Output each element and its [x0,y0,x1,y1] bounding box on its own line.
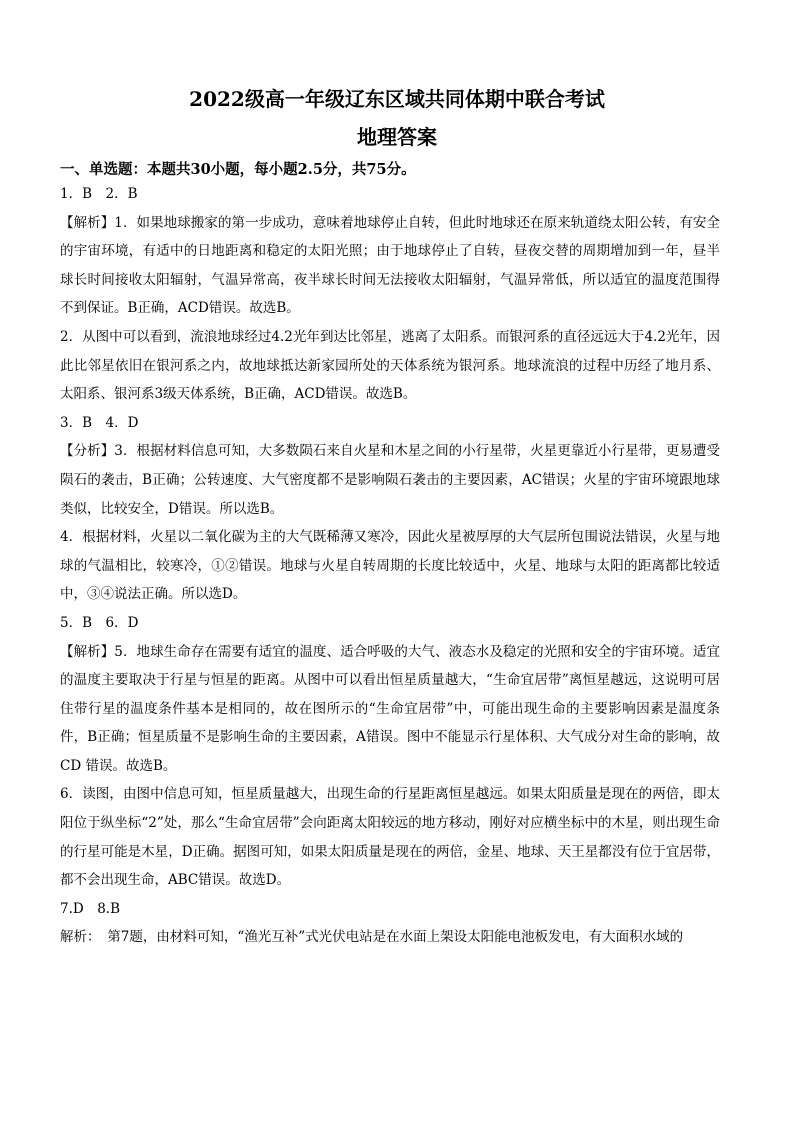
explanation-q3: 【分析】3．根据材料信息可知，大多数陨石来自火星和木星之间的小行星带，火星更靠近小行星带，更易遭受陨石的袭击，B正确；公转速度、大气密度都不是影响陨石袭击的主要因素，AC错误；火星的宇宙环境跟地球类似，比较安全，D错误。所以选B。 [60,443,720,517]
explanation-q4: 4．根据材料，火星以二氧化碳为主的大气既稀薄又寒冷，因此火星被厚厚的大气层所包围说法错误，火星与地球的气温相比，较寒冷，①②错误。地球与火星自转周期的长度比较适中，火星、地球与太阳的距离都比较适中，③④说法正确。所以选D。 [60,529,720,603]
explanation-q6: 6．读图，由图中信息可知，恒星质量越大，出现生命的行星距离恒星越远。如果太阳质量是现在的两倍，即太阳位于纵坐标“2”处，那么“生命宜居带”会向距离太阳较远的地方移动，刚好对应横坐标中的木星，则出现生命的行星可能是木星，D正确。据图可知，如果太阳质量是现在的两倍，金星、地球、天王星都没有位于宜居带，都不会出现生命，ABC错误。故选D。 [60,786,720,889]
explanation-q5: 【解析】5．地球生命存在需要有适宜的温度、适合呼吸的大气、液态水及稳定的光照和安全的宇宙环境。适宜的温度主要取决于行星与恒星的距离。从图中可以看出恒星质量越大，“生命宜居带”离恒星越远，这说明可居住带行星的温度条件基本是相同的，故在图所示的“生命宜居带”中，可能出现生命的主要影响因素是温度条件，B正确；恒星质量不是影响生命的主要因素，A错误。图中不能显示行星体积、大气成分对生命的影响，故 CD 错误。故选B。 [60,643,720,774]
explanation-q1: 【解析】1．如果地球搬家的第一步成功，意味着地球停止自转，但此时地球还在原来轨道绕太阳公转，有安全的宇宙环境，有适中的日地距离和稳定的太阳光照；由于地球停止了自转，昼夜交替的周期增加到一年，昼半球长时间接收太阳辐射，气温异常高，夜半球长时间无法接收太阳辐射，气温异常低，所以适宜的温度范围得不到保证。B正确，ACD错误。故选B。 [60,214,720,317]
section-heading: 一、单选题：本题共30小题，每小题2.5分，共75分。 [60,161,416,178]
document-subtitle: 地理答案 [357,125,437,149]
answer-key-5-6: 5．B 6．D [60,614,139,631]
answer-key-7-8: 7.D 8.B [60,900,121,917]
explanation-q2: 2．从图中可以看到，流浪地球经过4.2光年到达比邻星，逃离了太阳系。而银河系的直径远远大于4.2光年，因此比邻星依旧在银河系之内，故地球抵达新家园所处的天体系统为银河系。地球流浪的过程中历经了地月系、太阳系、银河系3级天体系统，B正确，ACD错误。故选B。 [60,328,720,403]
explanation-q7: 解析： 第7题，由材料可知，“渔光互补”式光伏电站是在水面上架设太阳能电池板发电，有大面积水域的 [60,929,684,946]
document-title: 2022级高一年级辽东区域共同体期中联合考试 [189,87,605,111]
answer-key-3-4: 3．B 4．D [60,414,139,431]
answer-key-1-2: 1．B 2．B [60,186,138,202]
